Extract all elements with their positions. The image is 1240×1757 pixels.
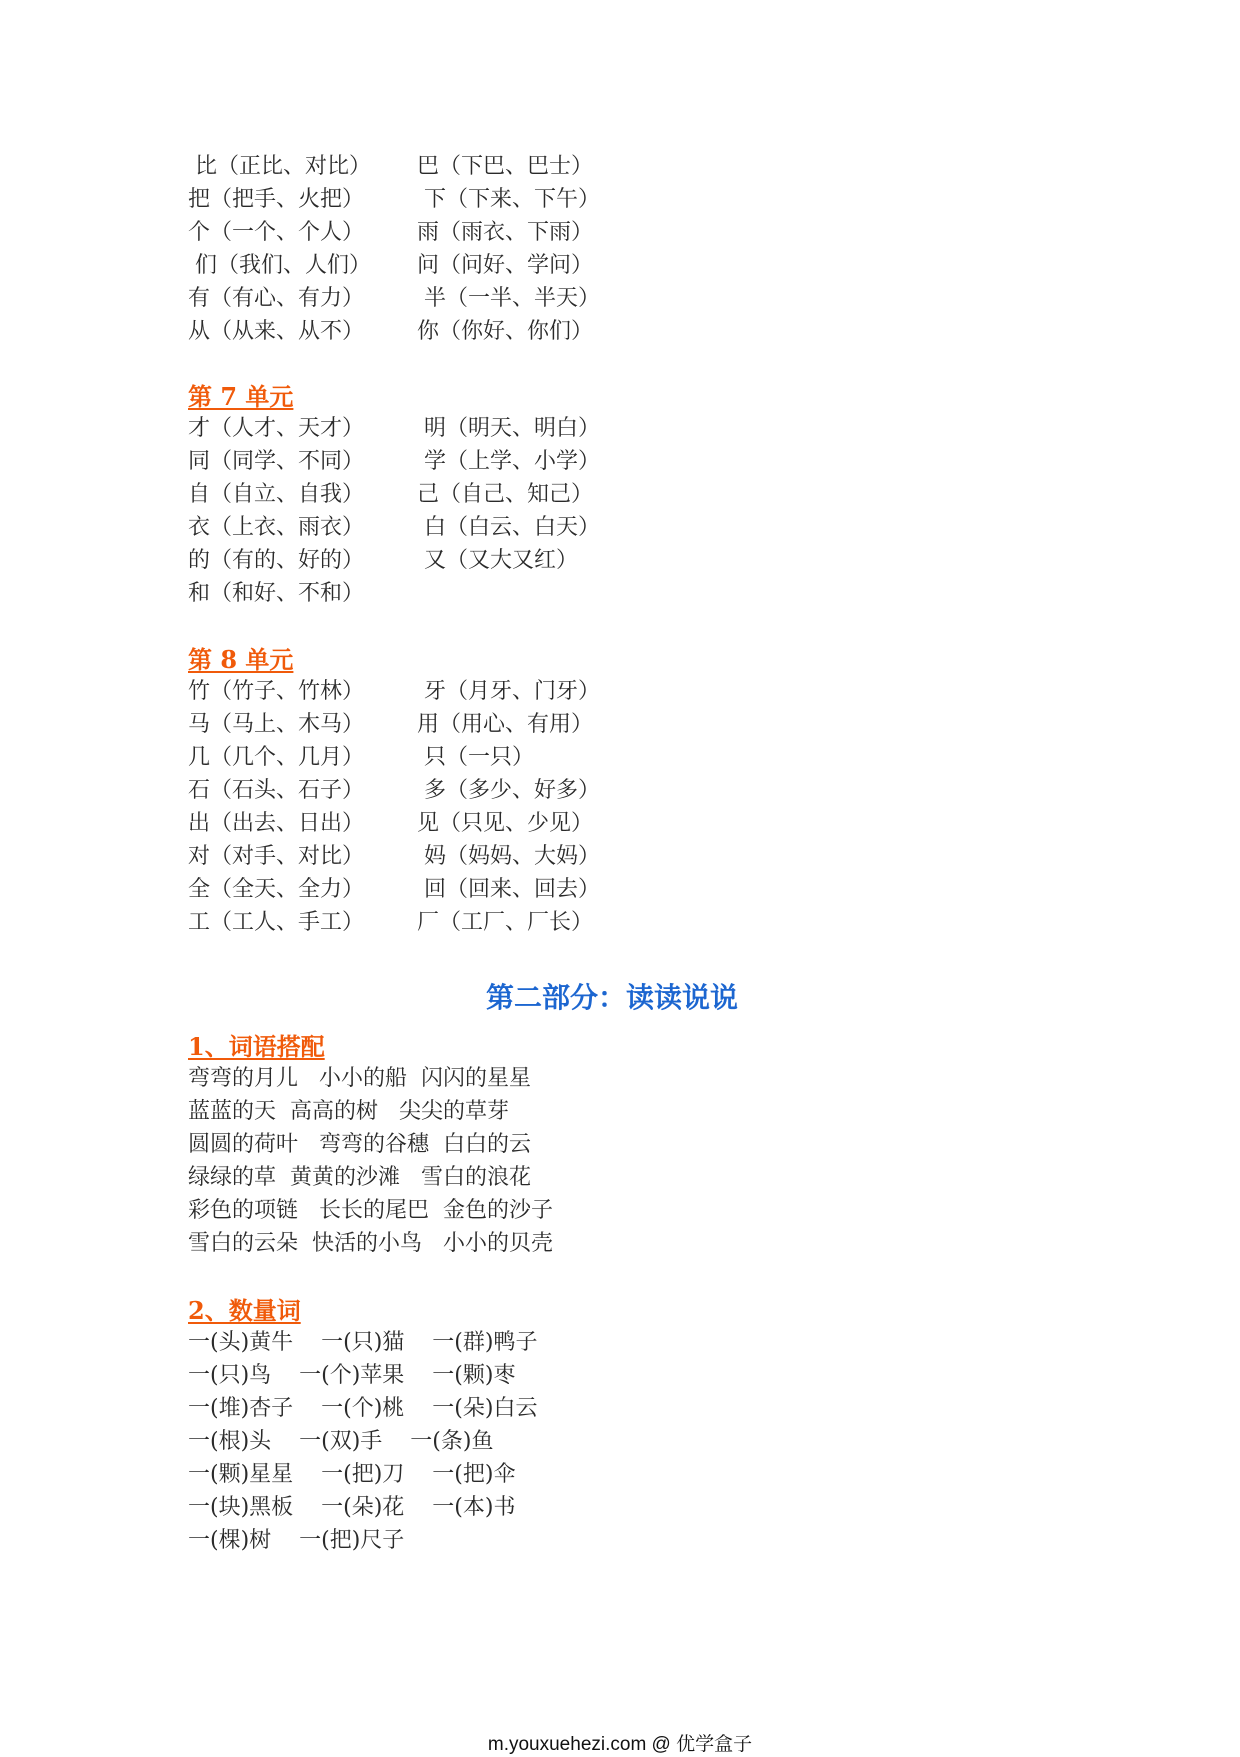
word-pair-row: [188, 841, 600, 873]
word-entry: 才（人才、天才）: [188, 416, 365, 441]
word-entry: 己（自己、知己）: [410, 482, 593, 507]
word-entry: 问（问好、学问）: [410, 253, 593, 278]
word-entry: 衣（上衣、雨衣）: [188, 515, 365, 540]
word-pair-row: [188, 413, 600, 445]
word-entry: 半（一半、半天）: [410, 286, 600, 311]
phrase-line: 绿绿的草 黄黄的沙滩 雪白的浪花: [188, 1165, 531, 1190]
word-entry: 出（出去、日出）: [188, 811, 365, 836]
part-2-title: 第二部分：读读说说: [486, 981, 739, 1014]
page-footer: m.youxuehezi.com @ 优学盒子: [487, 1734, 753, 1755]
word-pair-row: [188, 578, 410, 610]
measure-word-line: 一(块)黑板 一(朵)花 一(本)书: [188, 1495, 516, 1520]
word-entry: 们（我们、人们）: [188, 253, 371, 278]
phrase-line: 弯弯的月儿 小小的船 闪闪的星星: [188, 1066, 531, 1091]
word-pair-row: [188, 874, 600, 906]
phrase-line: 圆圆的荷叶 弯弯的谷穗 白白的云: [188, 1132, 531, 1157]
word-entry: 自（自立、自我）: [188, 482, 365, 507]
word-entry: 全（全天、全力）: [188, 877, 365, 902]
unit-7-heading: 第 7 单元: [188, 382, 294, 411]
word-pair-row: [188, 676, 600, 708]
word-pair-row: [188, 446, 600, 478]
word-entry: 个（一个、个人）: [188, 220, 365, 245]
word-pair-row: [188, 709, 593, 741]
word-entry: 工（工人、手工）: [188, 910, 365, 935]
word-entry: 几（几个、几月）: [188, 745, 365, 770]
word-entry: 妈（妈妈、大妈）: [410, 844, 600, 869]
word-pair-row: [188, 184, 600, 216]
word-entry: 多（多少、好多）: [410, 778, 600, 803]
measure-word-line: 一(头)黄牛 一(只)猫 一(群)鸭子: [188, 1330, 538, 1355]
word-pair-row: [188, 250, 593, 282]
word-entry: 用（用心、有用）: [410, 712, 593, 737]
word-entry: 比（正比、对比）: [188, 154, 371, 179]
word-entry: 对（对手、对比）: [188, 844, 365, 869]
word-entry: 下（下来、下午）: [410, 187, 600, 212]
word-entry: 石（石头、石子）: [188, 778, 365, 803]
word-entry: 雨（雨衣、下雨）: [410, 220, 593, 245]
word-entry: 厂（工厂、厂长）: [410, 910, 593, 935]
word-pair-row: [188, 545, 578, 577]
word-pair-row: [188, 151, 593, 183]
word-pair-row: [188, 808, 593, 840]
word-entry: 有（有心、有力）: [188, 286, 365, 311]
word-entry: 明（明天、明白）: [410, 416, 600, 441]
word-pair-row: [188, 512, 600, 544]
word-pair-row: [188, 742, 534, 774]
word-entry: 学（上学、小学）: [410, 449, 600, 474]
word-entry: 又（又大又红）: [410, 548, 578, 573]
phrase-line: 彩色的项链 长长的尾巴 金色的沙子: [188, 1198, 553, 1223]
measure-word-line: 一(棵)树 一(把)尺子: [188, 1528, 405, 1553]
measure-word-line: 一(颗)星星 一(把)刀 一(把)伞: [188, 1462, 516, 1487]
word-entry: 马（马上、木马）: [188, 712, 365, 737]
word-pair-row: [188, 217, 593, 249]
unit-8-heading: 第 8 单元: [188, 645, 294, 674]
measure-word-line: 一(根)头 一(双)手 一(条)鱼: [188, 1429, 494, 1454]
word-entry: 竹（竹子、竹林）: [188, 679, 365, 704]
measure-word-line: 一(堆)杏子 一(个)桃 一(朵)白云: [188, 1396, 538, 1421]
word-entry: 回（回来、回去）: [410, 877, 600, 902]
phrase-line: 蓝蓝的天 高高的树 尖尖的草芽: [188, 1099, 509, 1124]
word-pair-row: [188, 316, 593, 348]
section-1-heading: 1、词语搭配: [188, 1032, 325, 1061]
word-entry: 巴（下巴、巴士）: [410, 154, 593, 179]
word-entry: 见（只见、少见）: [410, 811, 593, 836]
word-pair-row: [188, 479, 593, 511]
word-entry: 你（你好、你们）: [410, 319, 593, 344]
word-entry: 白（白云、白天）: [410, 515, 600, 540]
word-entry: 从（从来、从不）: [188, 319, 365, 344]
word-pair-row: [188, 283, 600, 315]
word-entry: 把（把手、火把）: [188, 187, 365, 212]
word-entry: 和（和好、不和）: [188, 581, 365, 606]
word-pair-row: [188, 775, 600, 807]
measure-word-line: 一(只)鸟 一(个)苹果 一(颗)枣: [188, 1363, 516, 1388]
word-entry: 牙（月牙、门牙）: [410, 679, 600, 704]
section-2-heading: 2、数量词: [188, 1296, 301, 1325]
word-entry: 只（一只）: [410, 745, 534, 770]
word-entry: 的（有的、好的）: [188, 548, 365, 573]
phrase-line: 雪白的云朵 快活的小鸟 小小的贝壳: [188, 1231, 553, 1256]
word-pair-row: [188, 907, 593, 939]
word-entry: 同（同学、不同）: [188, 449, 365, 474]
